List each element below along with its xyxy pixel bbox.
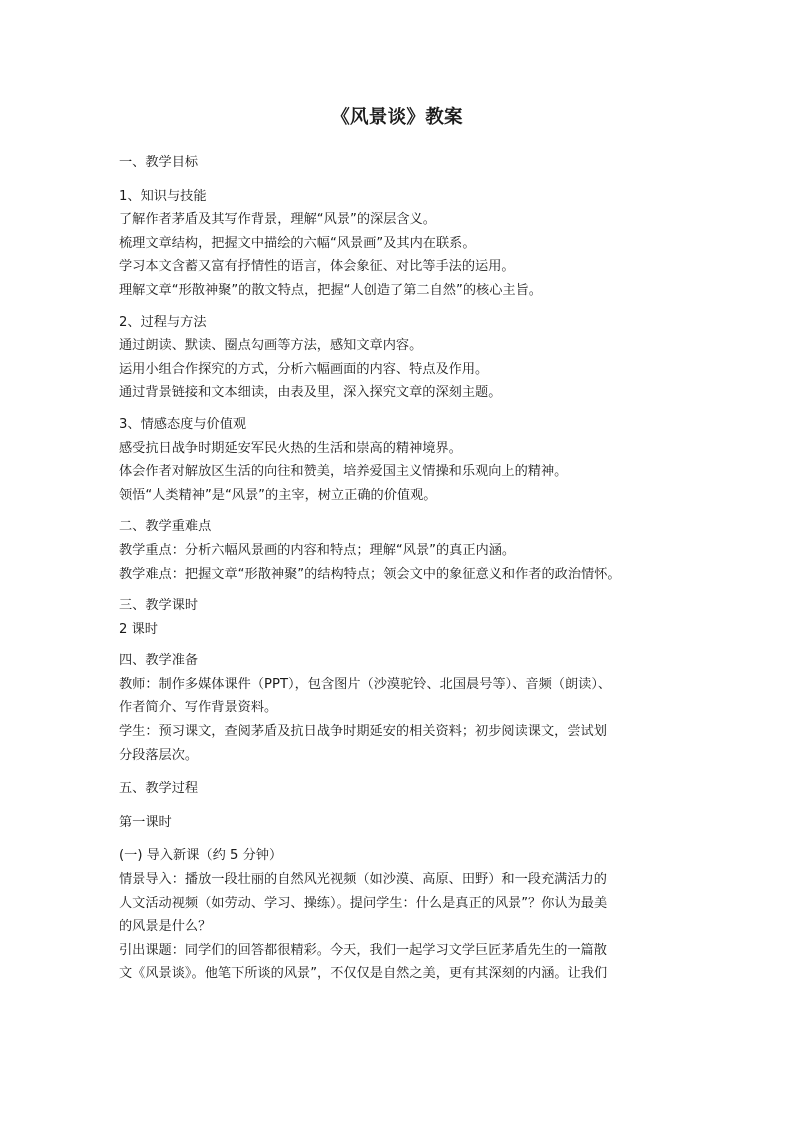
paragraph: 领悟“人类精神”是“风景”的主宰，树立正确的价值观。 — [119, 487, 437, 503]
section-heading-process: 五、教学过程 — [119, 781, 199, 797]
paragraph: 梳理文章结构，把握文中描绘的六幅“风景画”及其内在联系。 — [119, 235, 476, 251]
paragraph: 引出课题：同学们的回答都很精彩。今天，我们一起学习文学巨匠茅盾先生的一篇散 — [119, 942, 607, 958]
paragraph: 通过背景链接和文本细读，由表及里，深入探究文章的深刻主题。 — [119, 385, 502, 401]
paragraph: 学习本文含蓄又富有抒情性的语言，体会象征、对比等手法的运用。 — [119, 259, 515, 275]
paragraph: 的风景是什么？ — [119, 919, 212, 935]
paragraph: 教师：制作多媒体课件（PPT），包含图片（沙漠驼铃、北国晨号等）、音频（朗读）、 — [119, 676, 612, 692]
paragraph: 运用小组合作探究的方式，分析六幅画面的内容、特点及作用。 — [119, 361, 489, 377]
paragraph: 了解作者茅盾及其写作背景，理解“风景”的深层含义。 — [119, 212, 436, 228]
subheading-values: 3、情感态度与价值观 — [119, 416, 247, 432]
paragraph: 人文活动视频（如劳动、学习、操练）。提问学生：什么是真正的风景”？你认为最美 — [119, 895, 608, 911]
paragraph: 教学重点：分析六幅风景画的内容和特点；理解“风景”的真正内涵。 — [119, 542, 516, 558]
section-heading-preparation: 四、教学准备 — [119, 653, 199, 669]
section-heading-hours: 三、教学课时 — [119, 598, 199, 614]
subheading-process-methods: 2、过程与方法 — [119, 314, 207, 330]
subheading-knowledge-skills: 1、知识与技能 — [119, 188, 207, 204]
paragraph: 学生：预习课文，查阅茅盾及抗日战争时期延安的相关资料；初步阅读课文，尝试划 — [119, 724, 607, 740]
paragraph: 作者简介、写作背景资料。 — [119, 700, 278, 716]
lesson-heading: 第一课时 — [119, 814, 172, 830]
paragraph: 情景导入：播放一段壮丽的自然风光视频（如沙漠、高原、田野）和一段充满活力的 — [119, 872, 607, 888]
paragraph: 分段落层次。 — [119, 747, 199, 763]
part-heading: (一) 导入新课（约 5 分钟） — [119, 848, 283, 864]
paragraph: 感受抗日战争时期延安军民火热的生活和崇高的精神境界。 — [119, 440, 462, 456]
section-heading-key-points: 二、教学重难点 — [119, 519, 212, 535]
paragraph: 体会作者对解放区生活的向往和赞美，培养爱国主义情操和乐观向上的精神。 — [119, 464, 568, 480]
paragraph: 通过朗读、默读、圈点勾画等方法，感知文章内容。 — [119, 338, 423, 354]
paragraph: 2 课时 — [119, 621, 158, 637]
document-title: 《风景谈》教案 — [331, 107, 463, 128]
section-heading-objectives: 一、教学目标 — [119, 155, 199, 170]
document-body — [119, 151, 679, 986]
paragraph: 教学难点：把握文章“形散神聚”的结构特点；领会文中的象征意义和作者的政治情怀。 — [119, 566, 621, 582]
paragraph: 理解文章“形散神聚”的散文特点，把握“人创造了第二自然”的核心主旨。 — [119, 282, 542, 298]
paragraph: 文《风景谈》。他笔下所谈的风景”，不仅仅是自然之美，更有其深刻的内涵。让我们 — [119, 966, 608, 982]
